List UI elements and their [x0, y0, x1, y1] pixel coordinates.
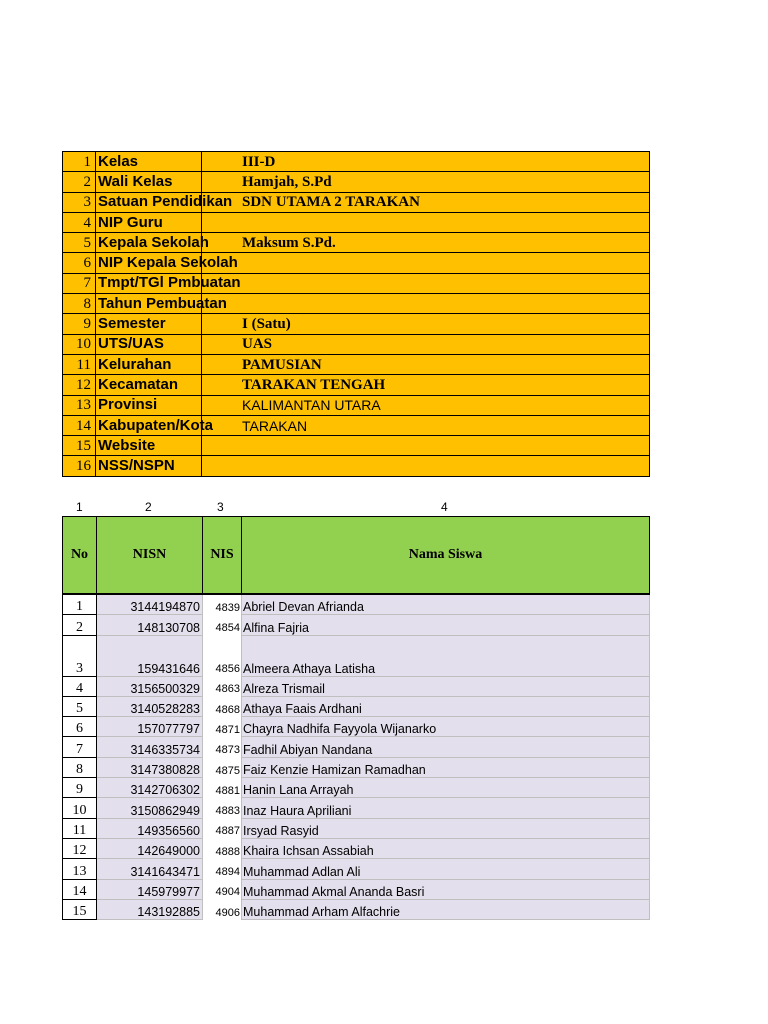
- student-nis: 4881: [203, 778, 242, 798]
- info-row-label: Kecamatan: [96, 375, 202, 395]
- info-row: [63, 233, 650, 253]
- info-row-value: [202, 436, 650, 456]
- student-nis: 4839: [203, 594, 242, 615]
- student-name: Faiz Kenzie Hamizan Ramadhan: [242, 757, 650, 777]
- info-row-value: [202, 456, 650, 476]
- info-row-label: NIP Guru: [96, 212, 202, 232]
- info-row-number: 4: [63, 212, 96, 232]
- info-row-label: Kepala Sekolah: [96, 233, 202, 253]
- info-row-label: Kabupaten/Kota: [96, 415, 202, 435]
- student-nis: 4854: [203, 615, 242, 635]
- student-no: 4: [63, 676, 97, 696]
- info-row-number: 9: [63, 314, 96, 334]
- student-no: 6: [63, 717, 97, 737]
- info-row-label: Satuan Pendidikan: [96, 192, 202, 212]
- info-row: [63, 354, 650, 374]
- info-row: [63, 253, 650, 273]
- table-row: [63, 778, 650, 798]
- student-name: Fadhil Abiyan Nandana: [242, 737, 650, 757]
- info-row-number: 1: [63, 152, 96, 172]
- student-nis: 4894: [203, 859, 242, 879]
- student-no: 10: [63, 798, 97, 818]
- info-row-value: PAMUSIAN: [202, 354, 650, 374]
- student-name: Alfina Fajria: [242, 615, 650, 635]
- column-index-4: 4: [441, 500, 448, 514]
- info-row-value: TARAKAN: [202, 415, 650, 435]
- table-row: [63, 838, 650, 858]
- info-row-value: [202, 273, 650, 293]
- student-nisn: 143192885: [97, 899, 203, 919]
- info-row-value: KALIMANTAN UTARA: [202, 395, 650, 415]
- student-nisn: 3140528283: [97, 696, 203, 716]
- student-nisn: 3150862949: [97, 798, 203, 818]
- info-row-value: I (Satu): [202, 314, 650, 334]
- student-no: 9: [63, 778, 97, 798]
- student-nis: 4868: [203, 696, 242, 716]
- student-name: Almeera Athaya Latisha: [242, 635, 650, 676]
- info-row: [63, 415, 650, 435]
- student-nisn: 145979977: [97, 879, 203, 899]
- student-name: Muhammad Adlan Ali: [242, 859, 650, 879]
- info-row-number: 10: [63, 334, 96, 354]
- info-row: [63, 192, 650, 212]
- info-row-number: 5: [63, 233, 96, 253]
- student-nisn: 3147380828: [97, 757, 203, 777]
- info-row: [63, 395, 650, 415]
- student-nisn: 3156500329: [97, 676, 203, 696]
- info-row-number: 15: [63, 436, 96, 456]
- info-row-label: Kelurahan: [96, 354, 202, 374]
- table-row: [63, 818, 650, 838]
- student-name: Khaira Ichsan Assabiah: [242, 838, 650, 858]
- info-row-label: Provinsi: [96, 395, 202, 415]
- info-row: [63, 314, 650, 334]
- student-no: 15: [63, 899, 97, 919]
- student-nisn: 3144194870: [97, 594, 203, 615]
- student-nis: 4904: [203, 879, 242, 899]
- table-row: [63, 798, 650, 818]
- info-row-number: 8: [63, 294, 96, 314]
- table-row: [63, 717, 650, 737]
- table-row: [63, 737, 650, 757]
- table-row: [63, 594, 650, 615]
- table-row: [63, 676, 650, 696]
- info-row-value: SDN UTAMA 2 TARAKAN: [202, 192, 650, 212]
- info-row-label: Tmpt/TGl Pmbuatan: [96, 273, 202, 293]
- student-nisn: 149356560: [97, 818, 203, 838]
- info-row-label: Semester: [96, 314, 202, 334]
- table-row: [63, 859, 650, 879]
- info-row-label: NSS/NSPN: [96, 456, 202, 476]
- student-nisn: 142649000: [97, 838, 203, 858]
- student-no: 5: [63, 696, 97, 716]
- table-row: [63, 615, 650, 635]
- student-nis: 4875: [203, 757, 242, 777]
- info-row-value: III-D: [202, 152, 650, 172]
- info-row-number: 11: [63, 354, 96, 374]
- info-row-value: [202, 294, 650, 314]
- info-row-value: [202, 212, 650, 232]
- info-row-value: [202, 253, 650, 273]
- student-nisn: 3141643471: [97, 859, 203, 879]
- info-row-value: Hamjah, S.Pd: [202, 172, 650, 192]
- header-nis: NIS: [203, 517, 242, 595]
- info-row-number: 3: [63, 192, 96, 212]
- student-nis: 4887: [203, 818, 242, 838]
- info-row-number: 2: [63, 172, 96, 192]
- info-row-value: Maksum S.Pd.: [202, 233, 650, 253]
- info-row-label: Kelas: [96, 152, 202, 172]
- info-row: [63, 456, 650, 476]
- student-nis: 4888: [203, 838, 242, 858]
- info-row-number: 14: [63, 415, 96, 435]
- student-nisn: 3146335734: [97, 737, 203, 757]
- student-no: 3: [63, 635, 97, 676]
- student-name: Abriel Devan Afrianda: [242, 594, 650, 615]
- student-nisn: 159431646: [97, 635, 203, 676]
- info-row-number: 16: [63, 456, 96, 476]
- column-index-1: 1: [76, 500, 83, 514]
- info-row: [63, 212, 650, 232]
- info-row: [63, 294, 650, 314]
- student-no: 11: [63, 818, 97, 838]
- student-nis: 4871: [203, 717, 242, 737]
- student-nis: 4863: [203, 676, 242, 696]
- info-row-label: Website: [96, 436, 202, 456]
- header-nisn: NISN: [97, 517, 203, 595]
- student-name: Athaya Faais Ardhani: [242, 696, 650, 716]
- header-no: No: [63, 517, 97, 595]
- student-no: 8: [63, 757, 97, 777]
- table-row: [63, 879, 650, 899]
- student-no: 14: [63, 879, 97, 899]
- info-row: [63, 436, 650, 456]
- student-nisn: 157077797: [97, 717, 203, 737]
- student-table-header: [63, 517, 650, 595]
- student-no: 12: [63, 838, 97, 858]
- table-row: [63, 635, 650, 676]
- table-row: [63, 757, 650, 777]
- info-row: [63, 273, 650, 293]
- info-row-number: 13: [63, 395, 96, 415]
- info-row-label: Wali Kelas: [96, 172, 202, 192]
- student-nis: 4906: [203, 899, 242, 919]
- student-nis: 4883: [203, 798, 242, 818]
- student-name: Muhammad Akmal Ananda Basri: [242, 879, 650, 899]
- info-row-number: 12: [63, 375, 96, 395]
- student-no: 7: [63, 737, 97, 757]
- student-no: 13: [63, 859, 97, 879]
- info-row: [63, 172, 650, 192]
- student-nisn: 148130708: [97, 615, 203, 635]
- info-row-number: 7: [63, 273, 96, 293]
- info-row: [63, 152, 650, 172]
- table-row: [63, 696, 650, 716]
- student-name: Alreza Trismail: [242, 676, 650, 696]
- info-row-value: UAS: [202, 334, 650, 354]
- info-row: [63, 375, 650, 395]
- info-row-label: NIP Kepala Sekolah: [96, 253, 202, 273]
- column-index-3: 3: [217, 500, 224, 514]
- student-no: 2: [63, 615, 97, 635]
- student-nisn: 3142706302: [97, 778, 203, 798]
- info-row-value: TARAKAN TENGAH: [202, 375, 650, 395]
- info-row-label: Tahun Pembuatan: [96, 294, 202, 314]
- info-row-number: 6: [63, 253, 96, 273]
- student-no: 1: [63, 594, 97, 615]
- class-info-table: [62, 151, 650, 477]
- student-nis: 4856: [203, 635, 242, 676]
- header-nama-siswa: Nama Siswa: [242, 517, 650, 595]
- info-row: [63, 334, 650, 354]
- student-name: Hanin Lana Arrayah: [242, 778, 650, 798]
- student-name: Irsyad Rasyid: [242, 818, 650, 838]
- column-index-2: 2: [145, 500, 152, 514]
- student-name: Inaz Haura Apriliani: [242, 798, 650, 818]
- student-name: Muhammad Arham Alfachrie: [242, 899, 650, 919]
- student-nis: 4873: [203, 737, 242, 757]
- student-name: Chayra Nadhifa Fayyola Wijanarko: [242, 717, 650, 737]
- table-row: [63, 899, 650, 919]
- info-row-label: UTS/UAS: [96, 334, 202, 354]
- student-list-table: [62, 516, 650, 920]
